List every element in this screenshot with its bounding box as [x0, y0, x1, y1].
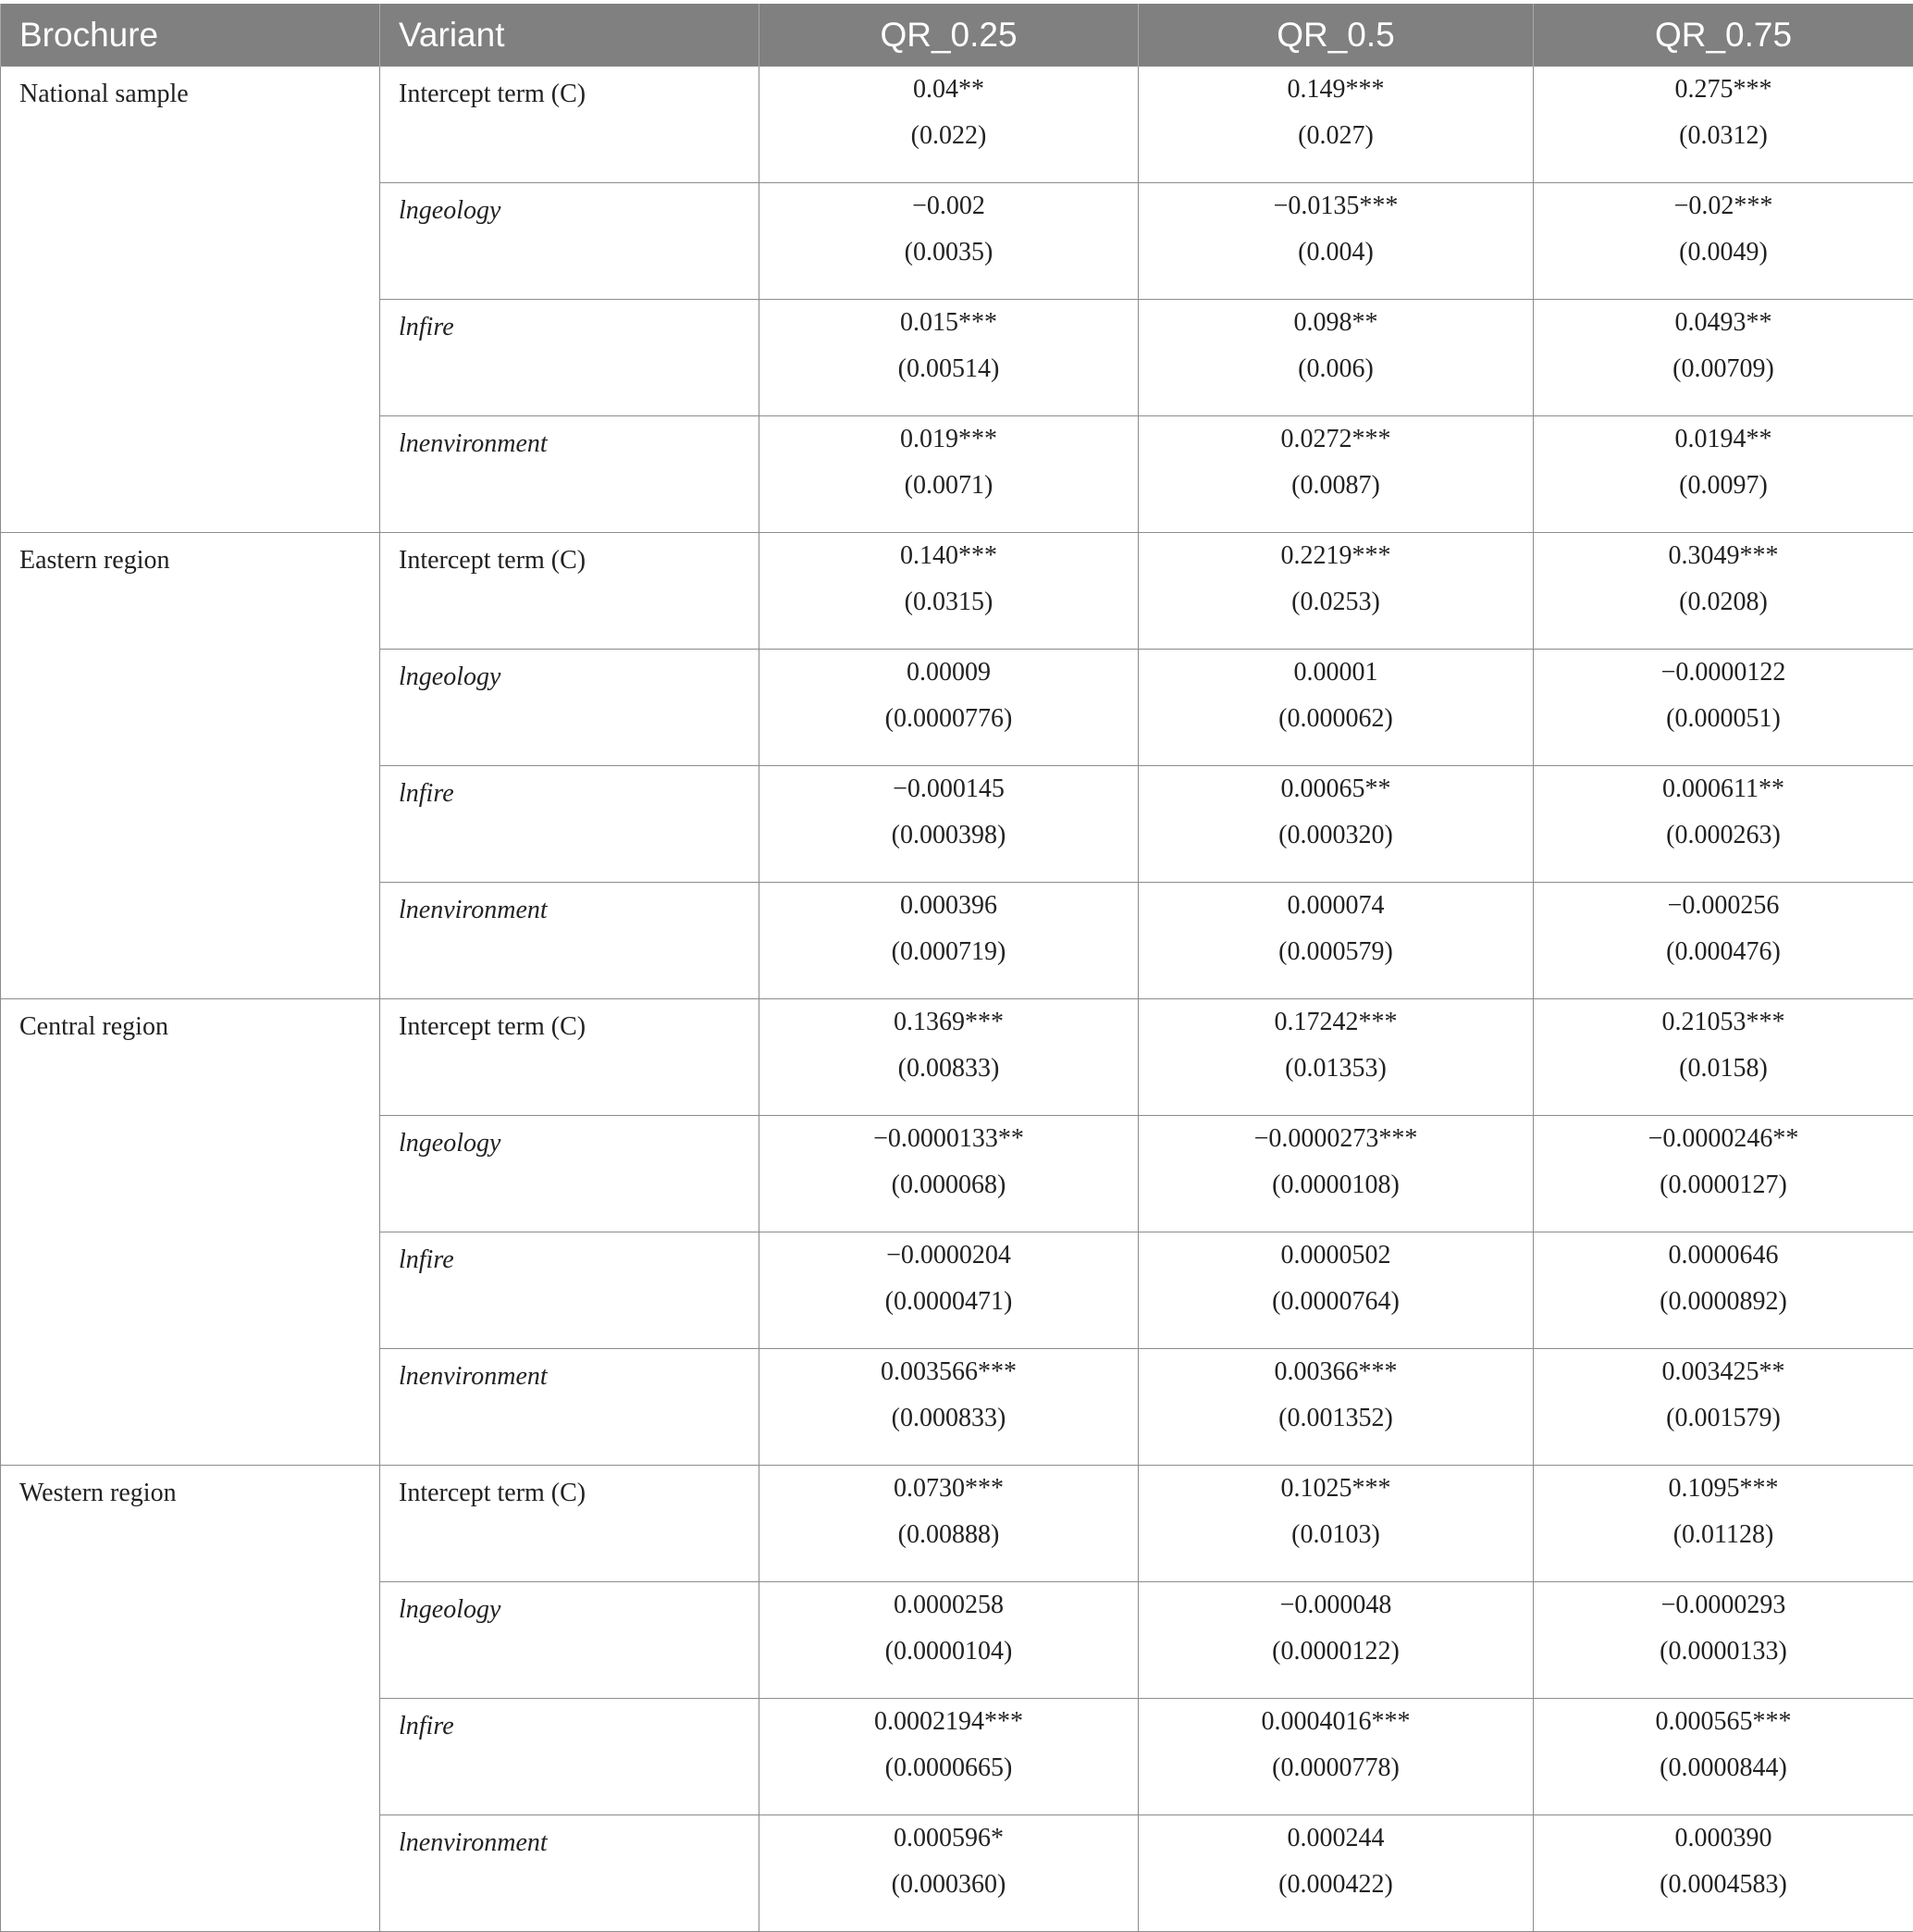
variant-label: lngeology: [380, 1116, 759, 1232]
standard-error: (0.000068): [759, 1162, 1138, 1208]
table-row: [1, 999, 1913, 1116]
value-cell: [759, 533, 1139, 650]
coefficient: −0.000145: [759, 766, 1138, 812]
table-row: [1, 533, 1913, 650]
standard-error: (0.0000133): [1534, 1629, 1913, 1675]
standard-error: (0.01353): [1139, 1046, 1533, 1092]
value-cell: [1139, 650, 1534, 766]
standard-error: (0.0158): [1534, 1046, 1913, 1092]
coefficient: −0.02***: [1534, 183, 1913, 229]
variant-label: lnfire: [380, 766, 759, 883]
regression-table: [0, 4, 1913, 1932]
coefficient: 0.019***: [759, 416, 1138, 463]
standard-error: (0.000360): [759, 1862, 1138, 1908]
standard-error: (0.000476): [1534, 929, 1913, 975]
coefficient: −0.000256: [1534, 883, 1913, 929]
coefficient: 0.1095***: [1534, 1466, 1913, 1512]
standard-error: (0.0000127): [1534, 1162, 1913, 1208]
value-cell: [1139, 883, 1534, 999]
coefficient: 0.21053***: [1534, 999, 1913, 1046]
standard-error: (0.01128): [1534, 1512, 1913, 1558]
value-cell: [1534, 883, 1913, 999]
header-qr-025: QR_0.25: [759, 4, 1139, 67]
value-cell: [1534, 300, 1913, 416]
value-cell: [759, 1232, 1139, 1349]
group-label: Western region: [1, 1466, 380, 1932]
coefficient: 0.015***: [759, 300, 1138, 346]
value-cell: [1534, 999, 1913, 1116]
value-cell: [759, 300, 1139, 416]
coefficient: 0.003566***: [759, 1349, 1138, 1395]
coefficient: 0.3049***: [1534, 533, 1913, 579]
coefficient: 0.0004016***: [1139, 1699, 1533, 1745]
value-cell: [1139, 67, 1534, 183]
coefficient: 0.000565***: [1534, 1699, 1913, 1745]
value-cell: [759, 766, 1139, 883]
standard-error: (0.000579): [1139, 929, 1533, 975]
standard-error: (0.0000104): [759, 1629, 1138, 1675]
standard-error: (0.000833): [759, 1395, 1138, 1442]
standard-error: (0.00888): [759, 1512, 1138, 1558]
value-cell: [759, 883, 1139, 999]
value-cell: [1139, 533, 1534, 650]
value-cell: [759, 650, 1139, 766]
standard-error: (0.00833): [759, 1046, 1138, 1092]
value-cell: [1534, 67, 1913, 183]
standard-error: (0.0049): [1534, 229, 1913, 276]
variant-label: lngeology: [380, 183, 759, 300]
coefficient: −0.0000273***: [1139, 1116, 1533, 1162]
value-cell: [1139, 183, 1534, 300]
value-cell: [1534, 533, 1913, 650]
value-cell: [1139, 1582, 1534, 1699]
value-cell: [1139, 1466, 1534, 1582]
coefficient: 0.00009: [759, 650, 1138, 696]
value-cell: [759, 416, 1139, 533]
standard-error: (0.000398): [759, 812, 1138, 859]
table-row: [1, 1466, 1913, 1582]
coefficient: 0.0000646: [1534, 1232, 1913, 1279]
value-cell: [1139, 1349, 1534, 1466]
standard-error: (0.004): [1139, 229, 1533, 276]
value-cell: [1534, 1349, 1913, 1466]
value-cell: [1139, 1116, 1534, 1232]
group-label: Central region: [1, 999, 380, 1466]
value-cell: [1534, 1466, 1913, 1582]
coefficient: 0.1025***: [1139, 1466, 1533, 1512]
standard-error: (0.00514): [759, 346, 1138, 392]
standard-error: (0.000422): [1139, 1862, 1533, 1908]
standard-error: (0.0000844): [1534, 1745, 1913, 1791]
value-cell: [1534, 416, 1913, 533]
variant-label: lngeology: [380, 1582, 759, 1699]
variant-label: lnenvironment: [380, 883, 759, 999]
coefficient: 0.098**: [1139, 300, 1533, 346]
standard-error: (0.000320): [1139, 812, 1533, 859]
coefficient: 0.0493**: [1534, 300, 1913, 346]
coefficient: 0.000611**: [1534, 766, 1913, 812]
header-qr-05: QR_0.5: [1139, 4, 1534, 67]
standard-error: (0.0000778): [1139, 1745, 1533, 1791]
coefficient: 0.0272***: [1139, 416, 1533, 463]
standard-error: (0.006): [1139, 346, 1533, 392]
coefficient: 0.00001: [1139, 650, 1533, 696]
coefficient: 0.1369***: [759, 999, 1138, 1046]
variant-label: Intercept term (C): [380, 1466, 759, 1582]
value-cell: [1139, 999, 1534, 1116]
coefficient: −0.0135***: [1139, 183, 1533, 229]
value-cell: [759, 183, 1139, 300]
table-row: [1, 67, 1913, 183]
standard-error: (0.0315): [759, 579, 1138, 625]
coefficient: −0.0000133**: [759, 1116, 1138, 1162]
standard-error: (0.0000776): [759, 696, 1138, 742]
coefficient: 0.00366***: [1139, 1349, 1533, 1395]
standard-error: (0.022): [759, 113, 1138, 159]
coefficient: −0.0000122: [1534, 650, 1913, 696]
value-cell: [759, 1815, 1139, 1932]
table-header: [1, 4, 1913, 67]
header-row: [1, 4, 1913, 67]
value-cell: [1139, 1232, 1534, 1349]
coefficient: 0.140***: [759, 533, 1138, 579]
variant-label: lnfire: [380, 1232, 759, 1349]
value-cell: [1139, 416, 1534, 533]
standard-error: (0.0000892): [1534, 1279, 1913, 1325]
coefficient: 0.275***: [1534, 67, 1913, 113]
variant-label: lnenvironment: [380, 1349, 759, 1466]
standard-error: (0.0253): [1139, 579, 1533, 625]
coefficient: −0.0000293: [1534, 1582, 1913, 1629]
standard-error: (0.0071): [759, 463, 1138, 509]
table-body: [1, 67, 1913, 1932]
coefficient: 0.149***: [1139, 67, 1533, 113]
coefficient: −0.0000246**: [1534, 1116, 1913, 1162]
value-cell: [1534, 650, 1913, 766]
standard-error: (0.0035): [759, 229, 1138, 276]
standard-error: (0.0103): [1139, 1512, 1533, 1558]
value-cell: [759, 999, 1139, 1116]
coefficient: 0.0002194***: [759, 1699, 1138, 1745]
value-cell: [1139, 1815, 1534, 1932]
coefficient: 0.0194**: [1534, 416, 1913, 463]
standard-error: (0.0000108): [1139, 1162, 1533, 1208]
coefficient: 0.00065**: [1139, 766, 1533, 812]
standard-error: (0.000062): [1139, 696, 1533, 742]
coefficient: 0.000396: [759, 883, 1138, 929]
variant-label: lnenvironment: [380, 1815, 759, 1932]
value-cell: [1534, 766, 1913, 883]
value-cell: [1534, 1699, 1913, 1815]
standard-error: (0.001352): [1139, 1395, 1533, 1442]
coefficient: −0.002: [759, 183, 1138, 229]
value-cell: [759, 1349, 1139, 1466]
value-cell: [1139, 766, 1534, 883]
value-cell: [1139, 300, 1534, 416]
value-cell: [759, 1582, 1139, 1699]
standard-error: (0.0000122): [1139, 1629, 1533, 1675]
coefficient: 0.000244: [1139, 1815, 1533, 1862]
value-cell: [759, 1116, 1139, 1232]
variant-label: lnenvironment: [380, 416, 759, 533]
header-qr-075: QR_0.75: [1534, 4, 1913, 67]
header-variant: Variant: [380, 4, 759, 67]
variant-label: Intercept term (C): [380, 999, 759, 1116]
standard-error: (0.00709): [1534, 346, 1913, 392]
standard-error: (0.0000764): [1139, 1279, 1533, 1325]
group-label: National sample: [1, 67, 380, 533]
coefficient: −0.0000204: [759, 1232, 1138, 1279]
standard-error: (0.027): [1139, 113, 1533, 159]
coefficient: 0.0000258: [759, 1582, 1138, 1629]
standard-error: (0.000051): [1534, 696, 1913, 742]
header-brochure: Brochure: [1, 4, 380, 67]
standard-error: (0.001579): [1534, 1395, 1913, 1442]
coefficient: 0.0000502: [1139, 1232, 1533, 1279]
value-cell: [1534, 1582, 1913, 1699]
variant-label: Intercept term (C): [380, 533, 759, 650]
value-cell: [759, 1699, 1139, 1815]
standard-error: (0.000263): [1534, 812, 1913, 859]
coefficient: 0.0730***: [759, 1466, 1138, 1512]
variant-label: lnfire: [380, 300, 759, 416]
standard-error: (0.0312): [1534, 113, 1913, 159]
group-label: Eastern region: [1, 533, 380, 999]
standard-error: (0.0208): [1534, 579, 1913, 625]
value-cell: [1139, 1699, 1534, 1815]
value-cell: [1534, 1815, 1913, 1932]
coefficient: 0.003425**: [1534, 1349, 1913, 1395]
value-cell: [759, 1466, 1139, 1582]
coefficient: 0.000596*: [759, 1815, 1138, 1862]
coefficient: 0.000074: [1139, 883, 1533, 929]
value-cell: [759, 67, 1139, 183]
standard-error: (0.0097): [1534, 463, 1913, 509]
value-cell: [1534, 1116, 1913, 1232]
standard-error: (0.0004583): [1534, 1862, 1913, 1908]
standard-error: (0.0000665): [759, 1745, 1138, 1791]
standard-error: (0.000719): [759, 929, 1138, 975]
variant-label: lnfire: [380, 1699, 759, 1815]
coefficient: 0.000390: [1534, 1815, 1913, 1862]
standard-error: (0.0087): [1139, 463, 1533, 509]
standard-error: (0.0000471): [759, 1279, 1138, 1325]
coefficient: −0.000048: [1139, 1582, 1533, 1629]
variant-label: lngeology: [380, 650, 759, 766]
variant-label: Intercept term (C): [380, 67, 759, 183]
value-cell: [1534, 183, 1913, 300]
value-cell: [1534, 1232, 1913, 1349]
coefficient: 0.2219***: [1139, 533, 1533, 579]
coefficient: 0.17242***: [1139, 999, 1533, 1046]
coefficient: 0.04**: [759, 67, 1138, 113]
